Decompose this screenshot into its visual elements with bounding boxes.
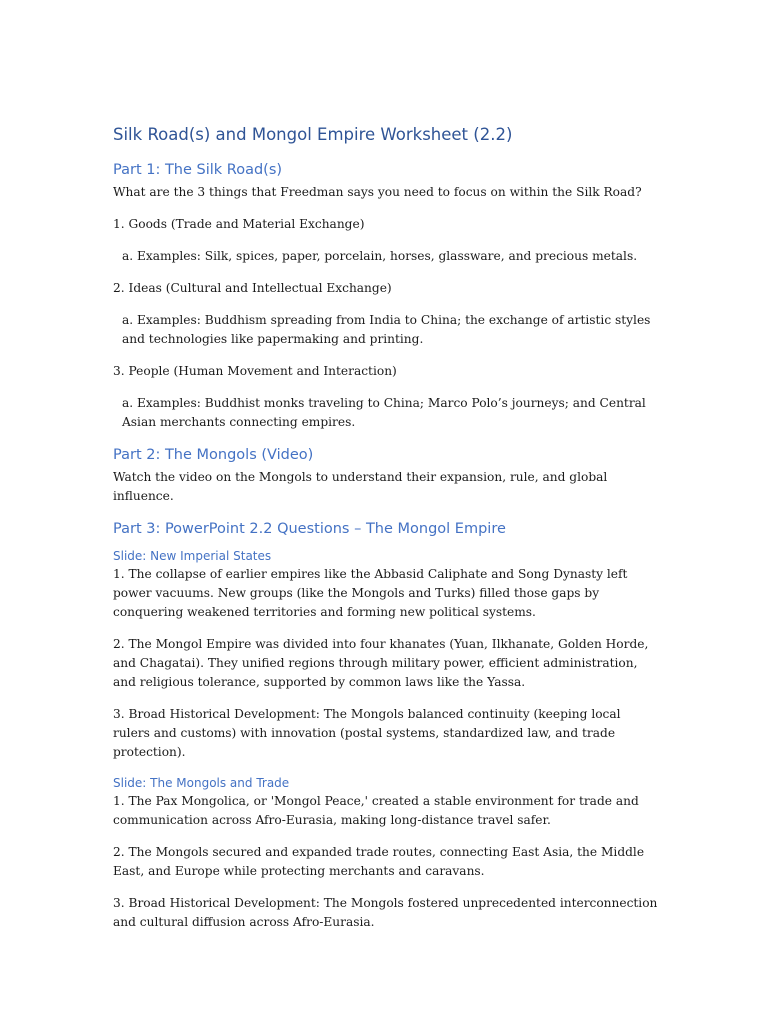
part1-item-label: 3. People (Human Movement and Interaction) <box>113 364 397 378</box>
part2-heading: Part 2: The Mongols (Video) <box>113 447 314 463</box>
part2-text: Watch the video on the Mongols to understand their expansion, rule, and global influence. <box>113 470 608 503</box>
slide-answer: 3. Broad Historical Development: The Mongols balanced continuity (keeping local rulers and customs) with innovation (postal systems, standardized law, and trade protection). <box>113 707 621 759</box>
part1-question: What are the 3 things that Freedman says you need to focus on within the Silk Road? <box>113 185 642 199</box>
part1-item-example: a. Examples: Buddhist monks traveling to China; Marco Polo’s journeys; and Central Asian merchants connecting empires. <box>122 396 646 429</box>
part1-item-label: 1. Goods (Trade and Material Exchange) <box>113 217 365 231</box>
part1-heading: Part 1: The Silk Road(s) <box>113 162 283 178</box>
slide-answer: 2. The Mongol Empire was divided into four khanates (Yuan, Ilkhanate, Golden Horde, and Chagatai). They unified regions through military power, efficient administration, and religious tolerance, supported by common laws like the Yassa. <box>113 637 649 689</box>
part1-item-label: 2. Ideas (Cultural and Intellectual Exchange) <box>113 281 392 295</box>
slide-heading: Slide: The Mongols and Trade <box>113 776 290 790</box>
slide-heading: Slide: New Imperial States <box>113 549 272 563</box>
slide-answer: 2. The Mongols secured and expanded trade routes, connecting East Asia, the Middle East, and Europe while protecting merchants and caravans. <box>113 845 645 878</box>
slide-answer: 1. The collapse of earlier empires like the Abbasid Caliphate and Song Dynasty left power vacuums. New groups (like the Mongols and Turks) filled those gaps by conquering weakened territories and forming new political systems. <box>113 567 628 619</box>
slide-answer: 3. Broad Historical Development: The Mongols fostered unprecedented interconnection and cultural diffusion across Afro-Eurasia. <box>113 896 658 929</box>
part1-item-example: a. Examples: Buddhism spreading from India to China; the exchange of artistic styles and technologies like papermaking and printing. <box>122 313 651 346</box>
part1-item-example: a. Examples: Silk, spices, paper, porcelain, horses, glassware, and precious metals. <box>122 249 638 263</box>
document-page <box>113 124 658 945</box>
part3-heading: Part 3: PowerPoint 2.2 Questions – The Mongol Empire <box>113 521 506 537</box>
slide-answer: 1. The Pax Mongolica, or 'Mongol Peace,' created a stable environment for trade and communication across Afro-Eurasia, making long-distance travel safer. <box>113 794 639 827</box>
document-title: Silk Road(s) and Mongol Empire Worksheet (2.2) <box>113 125 513 144</box>
